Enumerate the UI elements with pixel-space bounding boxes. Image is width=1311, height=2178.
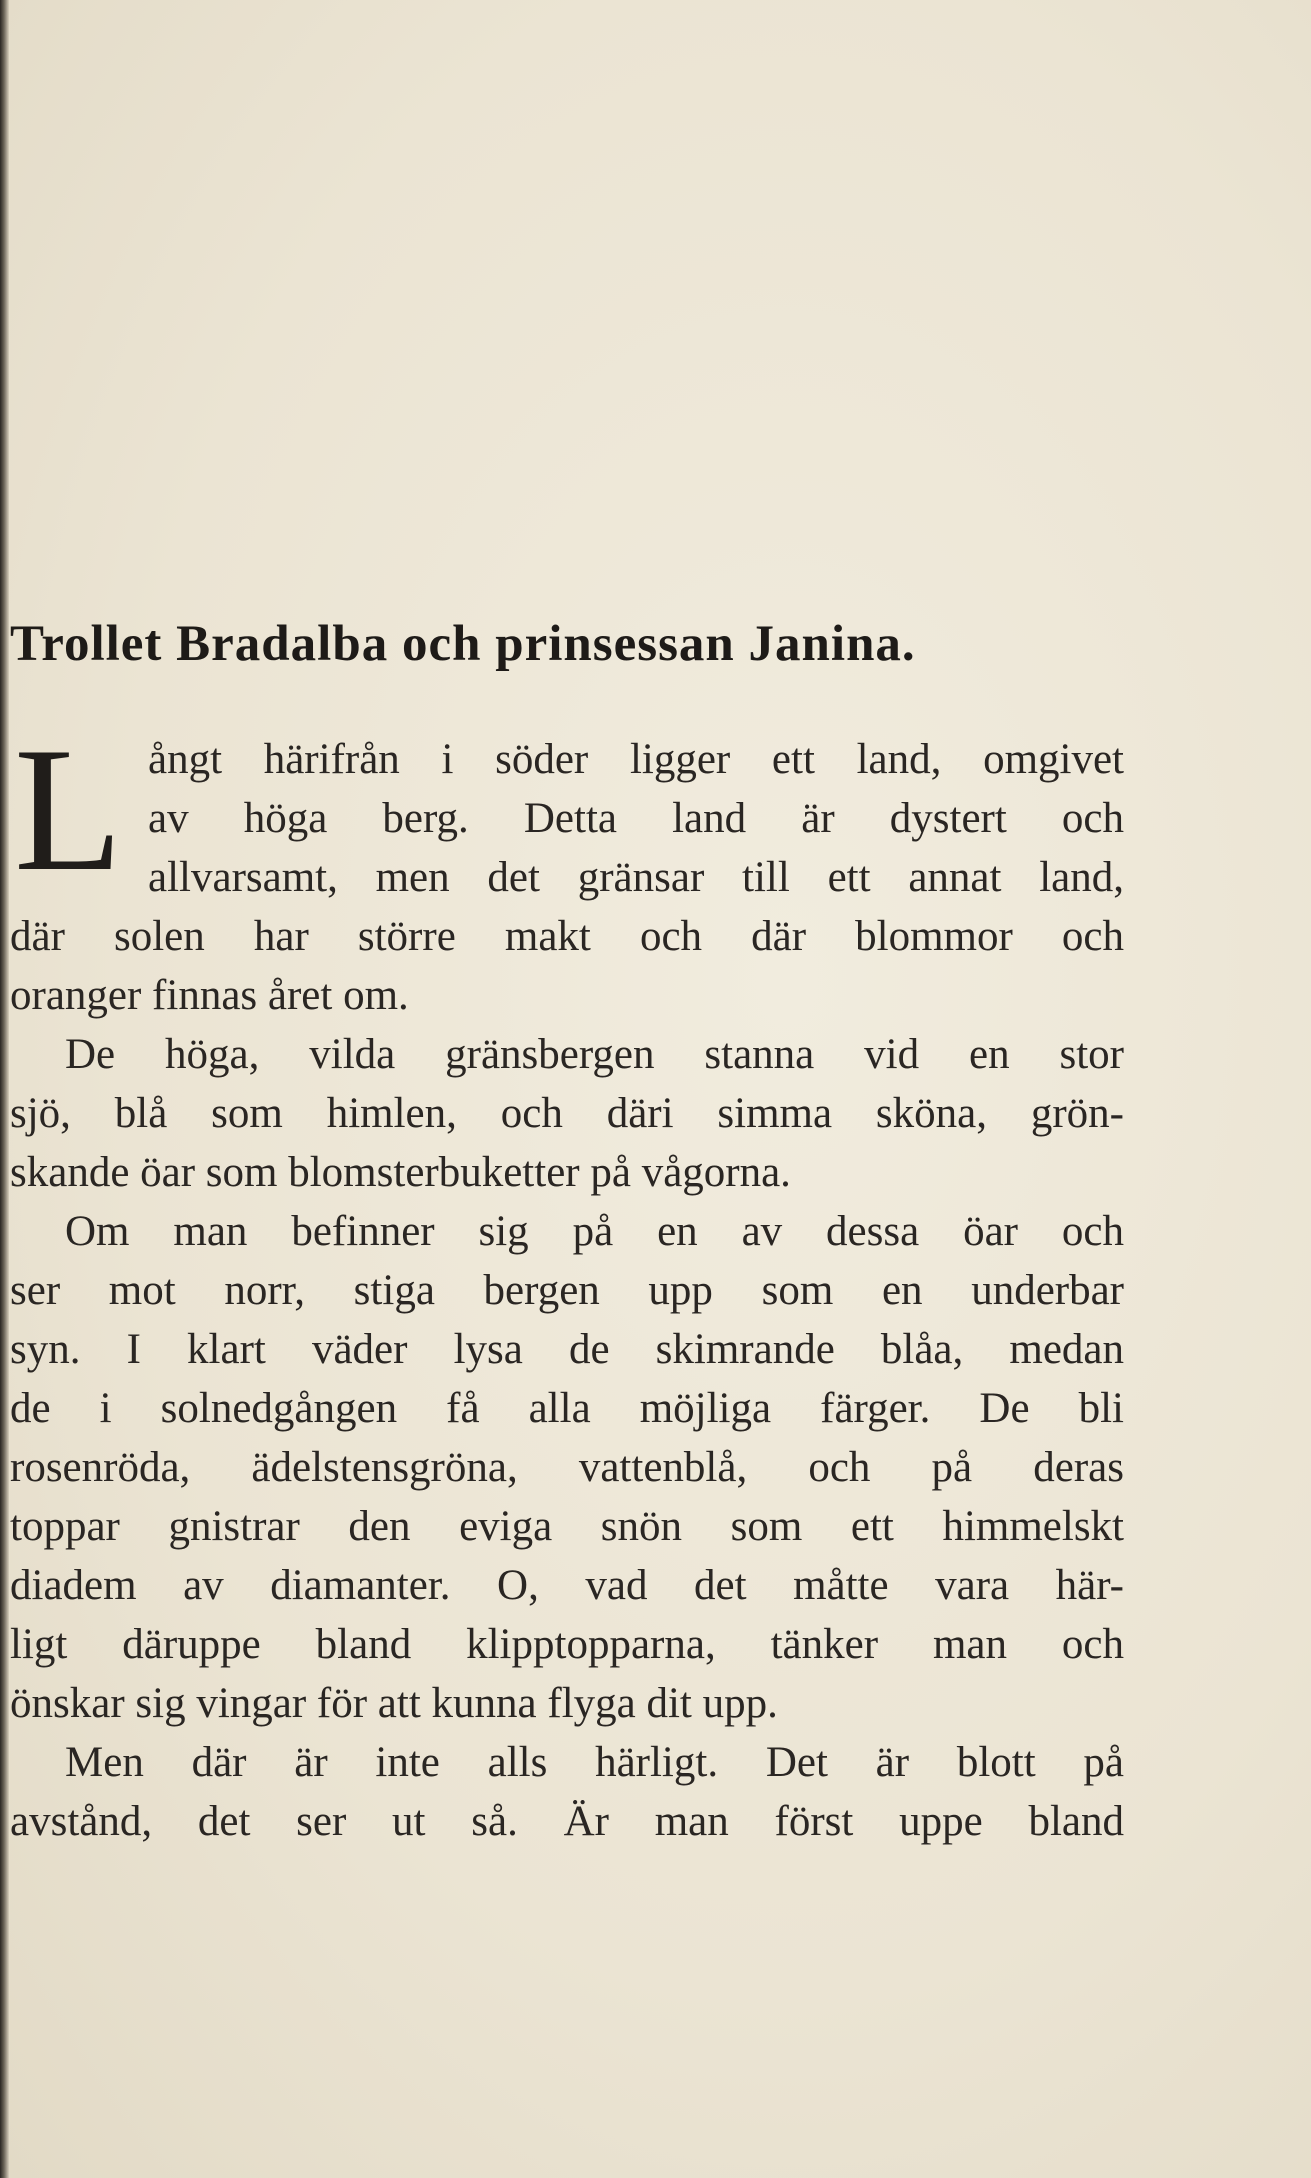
text-line: ser mot norr, stiga bergen upp som en underbar	[10, 1267, 1124, 1314]
text-line: syn. I klart väder lysa de skimrande blåa, medan	[10, 1326, 1124, 1373]
text-line: avstånd, det ser ut så. Är man först uppe bland	[10, 1798, 1124, 1845]
text-line: Om man befinner sig på en av dessa öar och	[65, 1208, 1124, 1255]
text-line: ångt härifrån i söder ligger ett land, omgivet	[148, 736, 1124, 783]
text-line: av höga berg. Detta land är dystert och	[148, 795, 1124, 842]
text-line: allvarsamt, men det gränsar till ett annat land,	[148, 854, 1124, 901]
text-line: sjö, blå som himlen, och däri simma sköna, grön-	[10, 1090, 1124, 1137]
drop-cap-letter: L	[14, 710, 123, 908]
text-line: önskar sig vingar för att kunna flyga dit upp.	[10, 1680, 778, 1727]
text-line: toppar gnistrar den eviga snön som ett himmelskt	[10, 1503, 1124, 1550]
text-line: De höga, vilda gränsbergen stanna vid en stor	[65, 1031, 1124, 1078]
page-binding-edge	[0, 0, 9, 2178]
chapter-title: Trollet Bradalba och prinsessan Janina.	[10, 616, 916, 672]
text-line: oranger finnas året om.	[10, 972, 409, 1019]
text-line: de i solnedgången få alla möjliga färger. De bli	[10, 1385, 1124, 1432]
text-line: Men där är inte alls härligt. Det är blott på	[65, 1739, 1124, 1786]
text-line: ligt däruppe bland klipptopparna, tänker man och	[10, 1621, 1124, 1668]
text-line: diadem av diamanter. O, vad det måtte vara här-	[10, 1562, 1124, 1609]
text-line: där solen har större makt och där blommor och	[10, 913, 1124, 960]
text-line: skande öar som blomsterbuketter på vågorna.	[10, 1149, 791, 1196]
text-line: rosenröda, ädelstensgröna, vattenblå, och på deras	[10, 1444, 1124, 1491]
